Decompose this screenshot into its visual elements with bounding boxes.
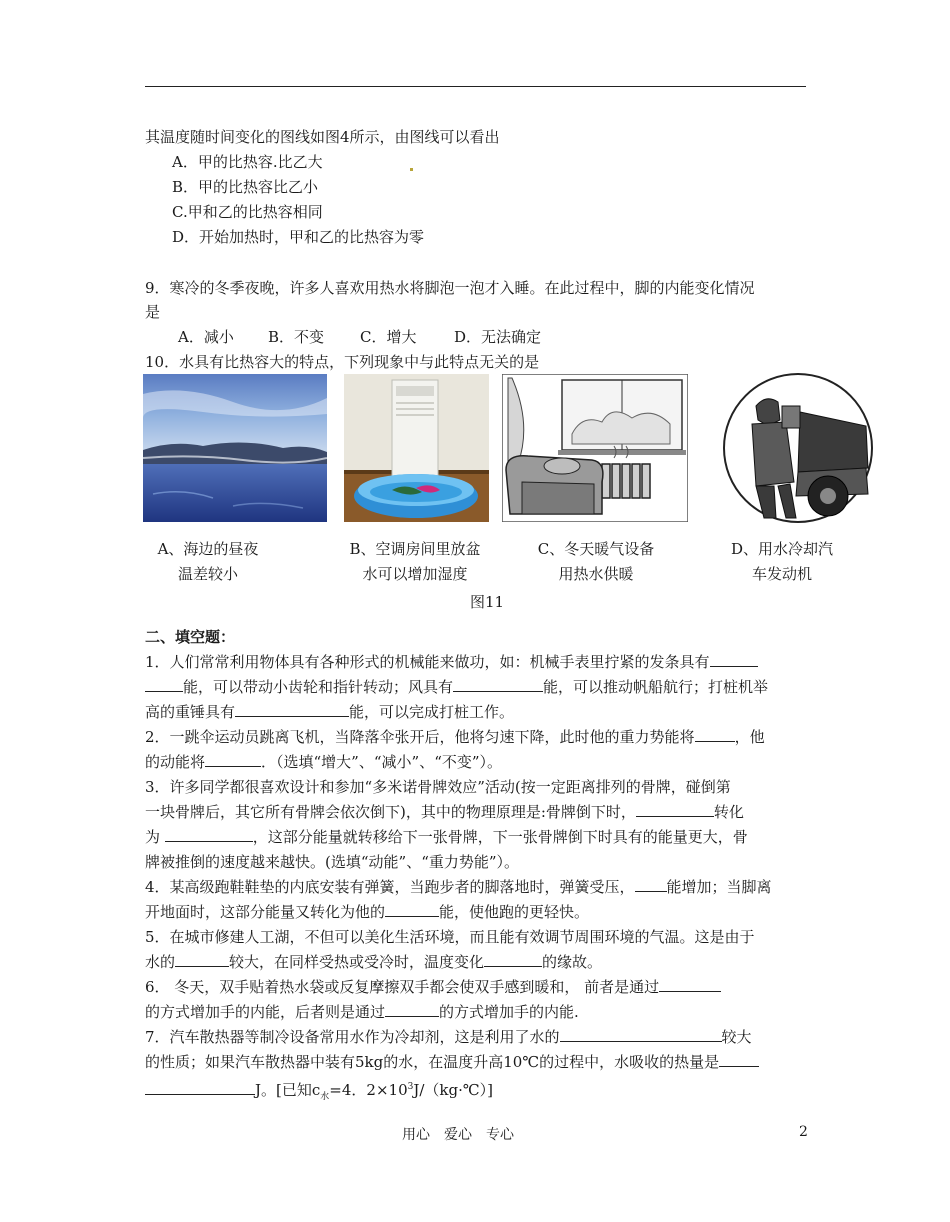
fill-q7-text-e: =4．2×10 <box>329 1081 408 1099</box>
fill-q1-blank3[interactable] <box>235 701 349 717</box>
fill-q1-text-b: 能，可以带动小齿轮和指针转动；风具有 <box>183 678 454 696</box>
section-title: 二、填空题： <box>145 628 236 646</box>
q9-option-a: A．减小 <box>178 328 234 346</box>
q8-option-a: A．甲的比热容.比乙大 <box>172 153 323 171</box>
figure-label: 图11 <box>470 593 505 611</box>
q8-stem: 其温度随时间变化的图线如图4所示，由图线可以看出 <box>145 128 500 146</box>
fill-q2-text-a: 2．一跳伞运动员跳离飞机，当降落伞张开后，他将匀速下降，此时他的重力势能将 <box>145 728 695 746</box>
fill-q6-text-c: 的方式增加手的内能. <box>439 1003 579 1021</box>
fill-q7-sub-water: 水 <box>320 1092 330 1102</box>
caption-a-line1: A、海边的昼夜 <box>157 540 259 558</box>
fill-q1-line1 <box>145 651 758 673</box>
fill-q4-text-a: 4．某高级跑鞋鞋垫的内底安装有弹簧，当跑步者的脚落地时，弹簧受压， <box>145 878 635 896</box>
fill-q2-text-c: 的动能将 <box>145 753 206 771</box>
fill-q1-line3 <box>145 701 514 723</box>
fill-q5-line1: 5．在城市修建人工湖，不但可以美化生活环境，而且能有效调节周围环境的气温。这是由于 <box>145 928 755 946</box>
stray-dot <box>410 168 413 171</box>
fill-q2-blank1[interactable] <box>695 726 735 742</box>
fill-q1-text-c: 能，可以推动帆船航行；打桩机举 <box>543 678 769 696</box>
page-number: 2 <box>799 1124 808 1140</box>
fill-q3-line1: 3．许多同学都很喜欢设计和参加“多米诺骨牌效应”活动(按一定距离排列的骨牌，碰倒第 <box>145 778 731 796</box>
q9-option-b: B．不变 <box>268 328 325 346</box>
fill-q3-text-b: 一块骨牌后，其它所有骨牌会依次倒下)，其中的物理原理是:骨牌倒下时， <box>145 803 636 821</box>
fill-q2-blank2[interactable] <box>205 751 261 767</box>
fill-q3-blank1[interactable] <box>636 801 714 817</box>
fill-q7-text-a: 7．汽车散热器等制冷设备常用水作为冷却剂，这是利用了水的 <box>145 1028 560 1046</box>
fill-q6-blank2[interactable] <box>385 1001 439 1017</box>
fill-q6-text-b: 的方式增加手的内能，后者则是通过 <box>145 1003 386 1021</box>
q9-option-c: C．增大 <box>360 328 417 346</box>
fill-q6-line1 <box>145 976 721 998</box>
fill-q7-sup: 3 <box>407 1082 414 1092</box>
picture-aircon-basin <box>344 374 489 522</box>
picture-radiator-sofa <box>502 374 688 522</box>
caption-d <box>692 537 872 587</box>
fill-q2-text-b: ，他 <box>734 728 765 746</box>
caption-a <box>118 537 298 587</box>
q9-stem-line1: 9．寒冷的冬季夜晚，许多人喜欢用热水将脚泡一泡才入睡。在此过程中，脚的内能变化情况 <box>145 279 755 297</box>
q8-option-c: C.甲和乙的比热容相同 <box>172 203 323 221</box>
fill-q3-text-c: 转化 <box>713 803 744 821</box>
fill-q4-blank2[interactable] <box>385 901 439 917</box>
footer-motto: 用心 爱心 专心 <box>402 1127 514 1143</box>
fill-q4-text-d: 能，使他跑的更轻快。 <box>439 903 590 921</box>
caption-d-line1: D、用水冷却汽 <box>730 540 834 558</box>
q8-option-d: D．开始加热时，甲和乙的比热容为零 <box>172 228 425 246</box>
fill-q1-line2 <box>145 676 768 698</box>
caption-b <box>325 537 505 587</box>
fill-q7-line2 <box>145 1051 759 1073</box>
q10-stem: 10．水具有比热容大的特点，下列现象中与此特点无关的是 <box>145 353 540 371</box>
fill-q4-line1 <box>145 876 772 898</box>
fill-q2-line1 <box>145 726 765 748</box>
q9-stem-line2: 是 <box>145 303 161 321</box>
fill-q1-blank1-cont[interactable] <box>145 676 183 692</box>
fill-q7-blank2[interactable] <box>719 1051 759 1067</box>
caption-b-line2: 水可以增加湿度 <box>362 565 468 583</box>
fill-q4-text-b: 能增加；当脚离 <box>666 878 772 896</box>
fill-q7-blank2-cont[interactable] <box>145 1079 255 1095</box>
fill-q4-blank1[interactable] <box>635 876 667 892</box>
fill-q7-line3 <box>145 1076 493 1108</box>
fill-q3-line4: 牌被推倒的速度越来越快。(选填“动能”、“重力势能”）。 <box>145 853 520 871</box>
fill-q1-blank2[interactable] <box>453 676 543 692</box>
fill-q3-line3 <box>145 826 748 848</box>
fill-q3-blank2[interactable] <box>165 826 253 842</box>
fill-q6-text-a: 6． 冬天，双手贴着热水袋或反复摩擦双手都会使双手感到暖和， 前者是通过 <box>145 978 660 996</box>
fill-q7-line1 <box>145 1026 752 1048</box>
fill-q7-text-c: 的性质；如果汽车散热器中装有5kg的水，在温度升高10℃的过程中，水吸收的热量是 <box>145 1053 720 1071</box>
caption-a-line2: 温差较小 <box>177 565 238 583</box>
fill-q1-text-a: 1．人们常常利用物体具有各种形式的机械能来做功，如：机械手表里拧紧的发条具有 <box>145 653 710 671</box>
fill-q2-text-d: ．（选填“增大”、“减小”、“不变”）。 <box>261 753 503 771</box>
fill-q3-text-e: ，这部分能量就转移给下一张骨牌，下一张骨牌倒下时具有的能量更大，骨 <box>252 828 748 846</box>
fill-q7-text-b: 较大 <box>721 1028 752 1046</box>
fill-q6-line2 <box>145 1001 579 1023</box>
fill-q3-text-d: 为 <box>145 828 161 846</box>
caption-b-line1: B、空调房间里放盆 <box>349 540 481 558</box>
fill-q5-line2 <box>145 951 602 973</box>
caption-c <box>506 537 686 587</box>
fill-q5-blank2[interactable] <box>484 951 542 967</box>
fill-q7-text-f: J/（kg·℃）] <box>413 1081 494 1099</box>
fill-q3-line2 <box>145 801 744 823</box>
picture-car-cooling <box>716 372 880 524</box>
fill-q5-blank1[interactable] <box>175 951 229 967</box>
caption-d-line2: 车发动机 <box>751 565 812 583</box>
fill-q7-text-d: J。[已知c <box>255 1081 321 1099</box>
caption-c-line2: 用热水供暖 <box>558 565 634 583</box>
fill-q1-text-e: 能，可以完成打桩工作。 <box>349 703 515 721</box>
q8-option-b: B．甲的比热容比乙小 <box>172 178 319 196</box>
fill-q7-blank1[interactable] <box>560 1026 722 1042</box>
fill-q5-text-b: 水的 <box>145 953 176 971</box>
fill-q4-text-c: 开地面时，这部分能量又转化为他的 <box>145 903 386 921</box>
fill-q5-text-d: 的缘故。 <box>542 953 603 971</box>
header-rule <box>145 86 806 87</box>
caption-c-line1: C、冬天暖气设备 <box>537 540 655 558</box>
fill-q1-text-d: 高的重锤具有 <box>145 703 236 721</box>
fill-q5-text-c: 较大，在同样受热或受冷时，温度变化 <box>229 953 485 971</box>
q9-option-d: D．无法确定 <box>454 328 542 346</box>
picture-seaside <box>143 374 327 522</box>
fill-q1-blank1[interactable] <box>710 651 758 667</box>
fill-q4-line2 <box>145 901 589 923</box>
fill-q6-blank1[interactable] <box>659 976 721 992</box>
fill-q2-line2 <box>145 751 502 773</box>
